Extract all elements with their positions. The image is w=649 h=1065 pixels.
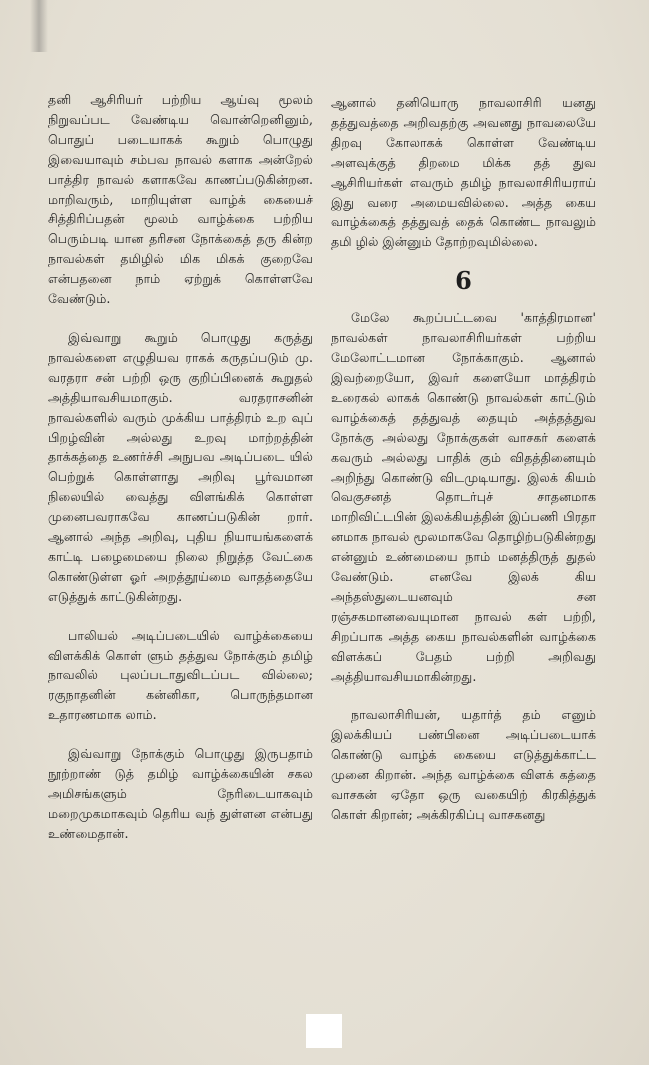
left-paragraph-1: தனி ஆசிரியர் பற்றிய ஆய்வு மூலம் நிறுவப்பட வேண்டிய வொன்றெனினும், பொதுப் படையாகக் கூறும் பொழுது இவையாவும் சம்பவ நாவல் களாக அன்றேல் பாத்திர நாவல் களாகவே காணப்படுகின்றன. மாறிவரும், மாறியுள்ள வாழ்க் கையைச் சித்திரிப்பதன் மூலம் வாழ்க்கை பற்றிய பெரும்படி யான தரிசன நோக்கைத் தரு கின்ற நாவல்கள் தமிழில் மிக மிகக் குறைவே என்பதனை நாம் ஏற்றுக் கொள்ளவே வேண்டும்.	[48, 92, 313, 307]
right-paragraph-2: மேலே கூறப்பட்டவை 'காத்திரமான' நாவல்கள் நாவலாசிரியர்கள் பற்றிய மேலோட்டமான நோக்காகும். ஆனால் இவற்றையோ, இவர் களையோ மாத்திரம் உரைகல் லாகக் கொண்டு நாவல்கள் காட்டும் வாழ்க்கைத் தத்துவத் தையும் அத்தத்துவ நோக்கு அல்லது நோக்குகள் வாசகர் களைக் கவரும் அல்லது பாதிக் கும் விதத்தினையும் அறிந்து கொண்டு விடமுடியாது. இலக் கியம் வெகுசனத் தொடர்புச் சாதனமாக மாறிவிட்டபின் இலக்கியத்தின் இப்பணி பிரதா னமாக நாவல் மூலமாகவே தொழிற்படுகின்றது என்னும் உண்மையை நாம் மனத்திருத் துதல் வேண்டும். எனவே இலக் கிய அந்தஸ்துடையனவும் சன ரஞ்சகமானவையுமான நாவல் கள் பற்றி, சிறப்பாக அத்த கைய நாவல்களின் வாழ்க்கை விளக்கப் பேதம் பற்றி அறிவது அத்தியாவசியமாகின்றது.	[331, 310, 596, 684]
right-paragraph-3: நாவலாசிரியன், யதார்த் தம் எனும் இலக்கியப் பண்பினை அடிப்படையாக் கொண்டு வாழ்க் கையை எடுத்துக்காட்ட முனை கிறான். அந்த வாழ்க்கை விளக் கத்தை வாசகன் ஏதோ ஒரு வகையிற் கிரகித்துக் கொள் கிறான்; அக்கிரகிப்பு வாசகனது	[331, 707, 596, 822]
right-column	[331, 93, 596, 825]
left-paragraph-4: இவ்வாறு நோக்கும் பொழுது இருபதாம் நூற்றாண் டுத் தமிழ் வாழ்க்கையின் சகல அமிசங்களும் நேரிடையாகவும் மறைமுகமாகவும் தெரிய வந் துள்ளன என்பது உண்மைதான்.	[48, 746, 313, 841]
scan-smudge	[30, 0, 48, 52]
left-paragraph-2: இவ்வாறு கூறும் பொழுது கருத்து நாவல்களை எழுதியவ ராகக் கருதப்படும் மு. வரதரா சன் பற்றி ஒரு குறிப்பினைக் கூறுதல் அத்தியாவசியமாகும். வரதராசனின் நாவல்களில் வரும் முக்கிய பாத்திரம் உற வுப் பிறழ்வின் அல்லது உறவு மாற்றத்தின் தாக்கத்தை உணர்ச்சி அநுபவ அடிப்படை யில் பெற்றுக் கொள்ளாது அறிவு பூர்வமான நிலையில் வைத்து விளங்கிக் கொள்ள முனைபவராகவே காணப்படுகின் றார். ஆனால் அந்த அறிவு, புதிய நியாயங்களைக் காட்டி பழைமையை நிலை நிறுத்த வேட்கை கொண்டுள்ள ஓர் அறத்தூய்மை வாதத்தையே எடுத்துக் காட்டுகின்றது.	[48, 329, 313, 604]
left-paragraph-3: பாலியல் அடிப்படையில் வாழ்க்கையை விளக்கிக் கொள் ளும் தத்துவ நோக்கும் தமிழ் நாவலில் புலப்படாதுவிடப்பட வில்லை; ரகுநாதனின் கன்னிகா, பொருந்தமான உதாரணமாக லாம்.	[48, 627, 313, 723]
left-column	[48, 90, 313, 844]
page-number-box	[306, 1014, 342, 1048]
right-paragraph-1: ஆனால் தனியொரு நாவலாசிரி யனது தத்துவத்தை அறிவதற்கு அவனது நாவலையே திறவு கோலாகக் கொள்ள வேண்டிய அளவுக்குத் திறமை மிக்க தத் துவ ஆசிரியர்கள் எவரும் தமிழ் நாவலாசிரியராய் இது வரை அமையவில்லை. அத்த கைய வாழ்க்கைத் தத்துவத் தைக் கொண்ட நாவலும் தமி ழில் இன்னும் தோற்றவுமில்லை.	[331, 95, 596, 250]
section-number: 6	[455, 266, 472, 296]
